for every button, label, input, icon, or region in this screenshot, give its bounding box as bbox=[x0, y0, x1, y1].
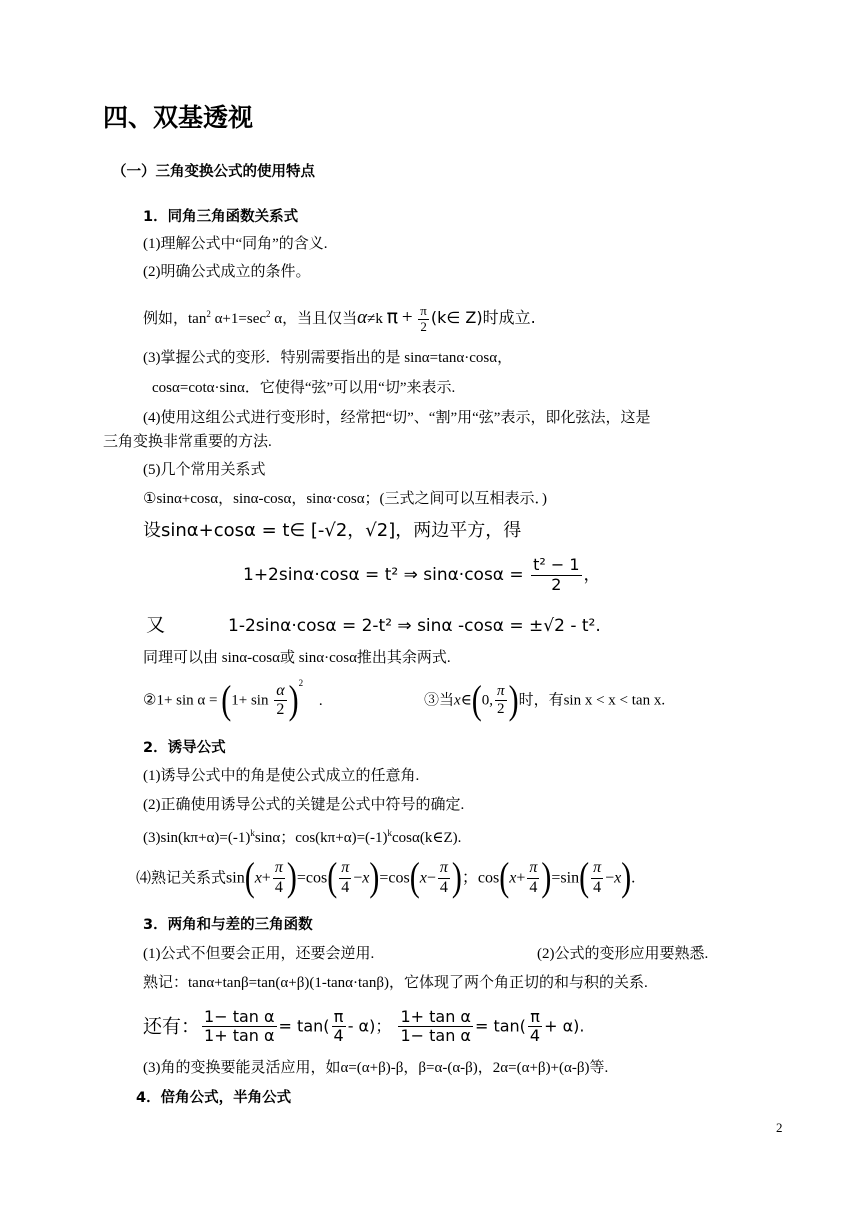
page-title: 四、双基透视 bbox=[103, 103, 254, 132]
page-number: 2 bbox=[776, 1120, 783, 1135]
paragraph: 三角变换非常重要的方法. bbox=[103, 434, 272, 450]
paragraph: 同理可以由 sinα-cosα或 sinα·cosα推出其余两式. bbox=[143, 650, 451, 666]
paragraph: (4)使用这组公式进行变形时，经常把“切”、“割”用“弦”表示，即化弦法，这是 bbox=[143, 410, 651, 426]
equation: 还有： $\frac{\text{1− tan α}}{\text{1+ tan α}}$ = tan( $\frac{\pi}{4}$ - α)； $\frac{\text{1+ tan α}}{\text{1− tan α}}$ = tan( $\frac{\pi}{4}$ + α). bbox=[143, 1006, 585, 1045]
equation: 1-2sinα·cosα = 2-t² ⇒ sinα -cosα = ±√2 - t². bbox=[228, 616, 601, 636]
subsection-title-1: 1．同角三角函数关系式 bbox=[143, 209, 299, 225]
paragraph: (1)公式不但要会正用，还要会逆用. bbox=[143, 946, 375, 962]
equation: 1+2sinα·cosα = t² ⇒ sinα·cosα = $\frac{\text{t² − 1}}{2}$ ， bbox=[243, 555, 601, 594]
paragraph: (1)理解公式中“同角”的含义. bbox=[143, 236, 328, 252]
paragraph: ①sinα+cosα，sinα-cosα，sinα·cosα；(三式之间可以互相表示．) bbox=[143, 491, 548, 507]
subsection-title-4: 4．倍角公式，半角公式 bbox=[136, 1090, 292, 1106]
paragraph: (2)公式的变形应用要熟悉. bbox=[537, 946, 709, 962]
formula-3: ③当x∈(0, $\frac{\pi}{2}$ )时，有sin x < x < tan x. bbox=[424, 677, 666, 723]
paragraph: $(3)\sin(k\pi+\alpha)=(-1)^k\sin\alpha$；$\cos(k\pi+\alpha)=(-1)^k\cos\alpha(k\in Z)$. bbox=[143, 828, 462, 846]
paragraph: 熟记：tanα+tanβ=tan(α+β)(1-tanα·tanβ)，它体现了两个角正切的和与积的关系. bbox=[143, 975, 648, 991]
paragraph: (5)几个常用关系式 bbox=[143, 462, 266, 478]
paragraph: (1)诱导公式中的角是使公式成立的任意角. bbox=[143, 768, 420, 784]
formula-2: ②1+ sin α = (1+ sin $\frac{\alpha}{2}$ )$^2$ . bbox=[143, 677, 323, 723]
paragraph: (3)掌握公式的变形．特别需要指出的是 sinα=tanα·cosα， bbox=[143, 350, 513, 366]
formula-4: ⑷熟记关系式sin(x+ $\frac{\pi}{4}$ )=cos( $\frac{\pi}{4}$ −x)=cos(x− $\frac{\pi}{4}$ )；cos(x+ $\frac{\pi}{4}$ )=sin( $\frac{\pi}{4}$ −x). bbox=[136, 855, 636, 900]
example-line: 例如，$\tan^2 \alpha+1=\sec^2$ α，当且仅当α≠k π + $\frac{\pi}{2}$ (k∈ Z)时成立. bbox=[143, 303, 536, 335]
paragraph: (2)正确使用诱导公式的关键是公式中符号的确定. bbox=[143, 797, 465, 813]
equation-lead: 又 bbox=[146, 614, 166, 636]
section-heading: （一）三角变换公式的使用特点 bbox=[112, 164, 315, 180]
paragraph: (2)明确公式成立的条件。 bbox=[143, 264, 311, 280]
subsection-title-2: 2．诱导公式 bbox=[143, 740, 226, 756]
equation: 设sinα+cosα = t∈ [-√2，√2]，两边平方，得 bbox=[143, 520, 522, 541]
paragraph: cosα=cotα·sinα．它使得“弦”可以用“切”来表示. bbox=[152, 380, 456, 396]
paragraph: (3)角的变换要能灵活应用，如α=(α+β)-β，β=α-(α-β)，2α=(α+β)+(α-β)等. bbox=[143, 1060, 609, 1076]
subsection-title-3: 3．两角和与差的三角函数 bbox=[143, 917, 313, 933]
